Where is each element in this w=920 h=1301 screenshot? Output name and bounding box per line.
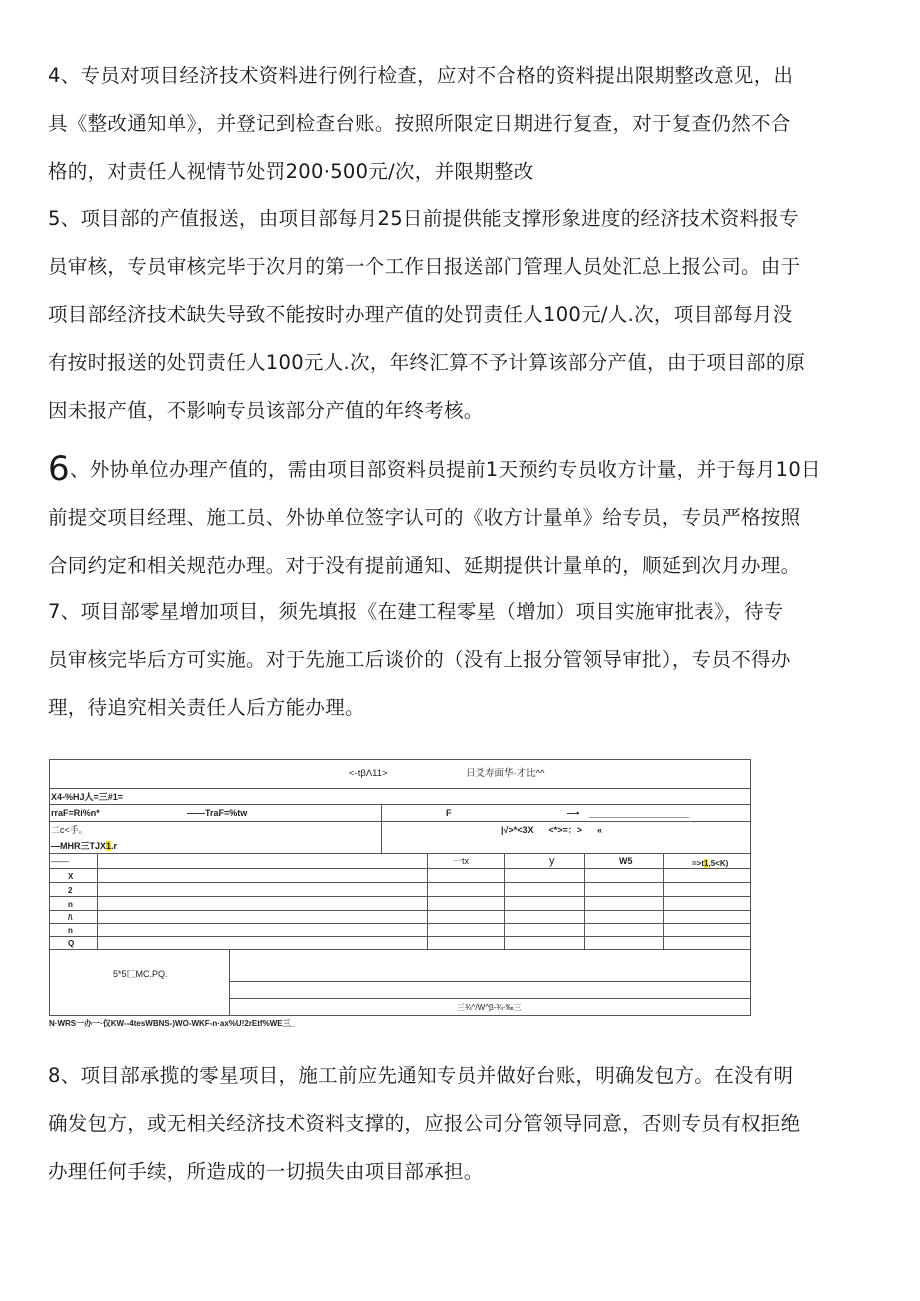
form-row2-right: —• — [567, 808, 580, 818]
paragraph-line: 有按时报送的处罚责任人100元人.次，年终汇算不予计算该部分产值，由于项目部的原 — [48, 351, 806, 374]
paragraph-line: 4、专员对项目经济技术资料进行例行检查，应对不合格的资料提出限期整改意见，出 — [48, 64, 794, 87]
paragraph-line: 前提交项目经理、施工员、外协单位签字认可的《收方计量单》给专员，专员严格按照 — [48, 506, 801, 529]
form-row-label: 2 — [68, 886, 73, 895]
paragraph-line: 理，待追究相关责任人后方能办理。 — [48, 696, 365, 719]
form-header-col2: 一tx — [453, 856, 470, 866]
paragraph-line: 员审核完毕后方可实施。对于先施工后谈价的（没有上报分管领导审批），专员不得办 — [48, 648, 791, 671]
paragraph-line: 办理任何手续，所造成的一切损失由项目部承担。 — [48, 1160, 484, 1183]
form-row4-tail: .r — [111, 841, 118, 851]
paragraph-line — [48, 446, 872, 494]
paragraph-line: 员审核，专员审核完毕于次月的第一个工作日报送部门管理人员处汇总上报公司。由于 — [48, 255, 801, 278]
form-row2-mid: ——TraF=%tw — [187, 808, 248, 818]
paragraph-line-text: 、外协单位办理产值的，需由项目部资料员提前1天预约专员收方计量，并于每月10日 — [69, 458, 821, 481]
form-row4-text: —MHR三TJX — [51, 841, 107, 851]
form-header-col5-a: =>t — [692, 859, 705, 868]
form-project-row: X4-%HJ人=三#1= — [51, 792, 124, 802]
form-row3-right: |√>*<3X <*>=：> « — [501, 825, 603, 835]
paragraph-7 — [48, 588, 872, 732]
form-row-label: Q — [68, 939, 75, 948]
approval-form — [49, 759, 751, 1016]
form-row4-label — [51, 841, 117, 852]
form-row2-label: rraF=Ri%n* — [51, 808, 100, 818]
form-signature-label: 5*5匚MC.PQ. — [113, 969, 168, 979]
paragraph-line: 确发包方，或无相关经济技术资料支撑的，应报公司分管领导同意，否则专员有权拒绝 — [48, 1112, 801, 1135]
form-header-col5-b: ,5<K) — [708, 859, 729, 868]
paragraph-4 — [48, 52, 872, 196]
paragraph-8 — [48, 1052, 872, 1196]
form-footer-note: N·WRS一办一·仅KW--4tesWBNS-)WO-WKF-n·ax%U!2rEtf%WE三_ — [49, 1019, 296, 1028]
paragraph-line: 项目部经济技术缺失导致不能按时办理产值的处罚责任人100元/人.次，项目部每月没 — [48, 303, 793, 326]
form-row-label: n — [68, 926, 73, 935]
paragraph-5 — [48, 195, 872, 435]
paragraph-line: 8、项目部承揽的零星项目，施工前应先通知专员并做好台账，明确发包方。在没有明 — [48, 1064, 794, 1087]
paragraph-line: 7、项目部零星增加项目，须先填报《在建工程零星（增加）项目实施审批表》，待专 — [48, 600, 784, 623]
form-row2-f: F — [446, 808, 452, 818]
form-header-first: —— — [51, 856, 69, 866]
paragraph-line: 因未报产值，不影响专员该部分产值的年终考核。 — [48, 399, 484, 422]
form-header-col4: W5 — [619, 856, 633, 866]
form-header-col5 — [692, 858, 728, 869]
form-header-col5-highlight: 1 — [704, 859, 709, 868]
paragraph-number: 6 — [48, 449, 70, 489]
form-row3-label: 二c<手。 — [51, 825, 88, 835]
form-row4-highlight: 1 — [106, 841, 112, 851]
paragraph-6 — [48, 446, 872, 590]
paragraph-line: 5、项目部的产值报送，由项目部每月25日前提供能支撑形象进度的经济技术资料报专 — [48, 207, 799, 230]
paragraph-line: 合同约定和相关规范办理。对于没有提前通知、延期提供计量单的，顺延到次月办理。 — [48, 554, 801, 577]
paragraph-line: 具《整改通知单》，并登记到检查台账。按照所限定日期进行复查，对于复查仍然不合 — [48, 112, 791, 135]
form-row-label: /\ — [68, 913, 73, 922]
form-title-left: <-tβΛ11> — [349, 768, 388, 779]
paragraph-line: 格的，对责任人视情节处罚200·500元/次，并限期整改 — [48, 160, 534, 183]
form-title-right: 日爻寿面华·才比^^ — [466, 768, 545, 779]
form-row-label: X — [68, 872, 74, 881]
form-header-col3: y — [549, 855, 555, 867]
form-signature-value: 三¾^/W^β-¾-‰三 — [457, 1003, 522, 1012]
form-row-label: n — [68, 900, 73, 909]
